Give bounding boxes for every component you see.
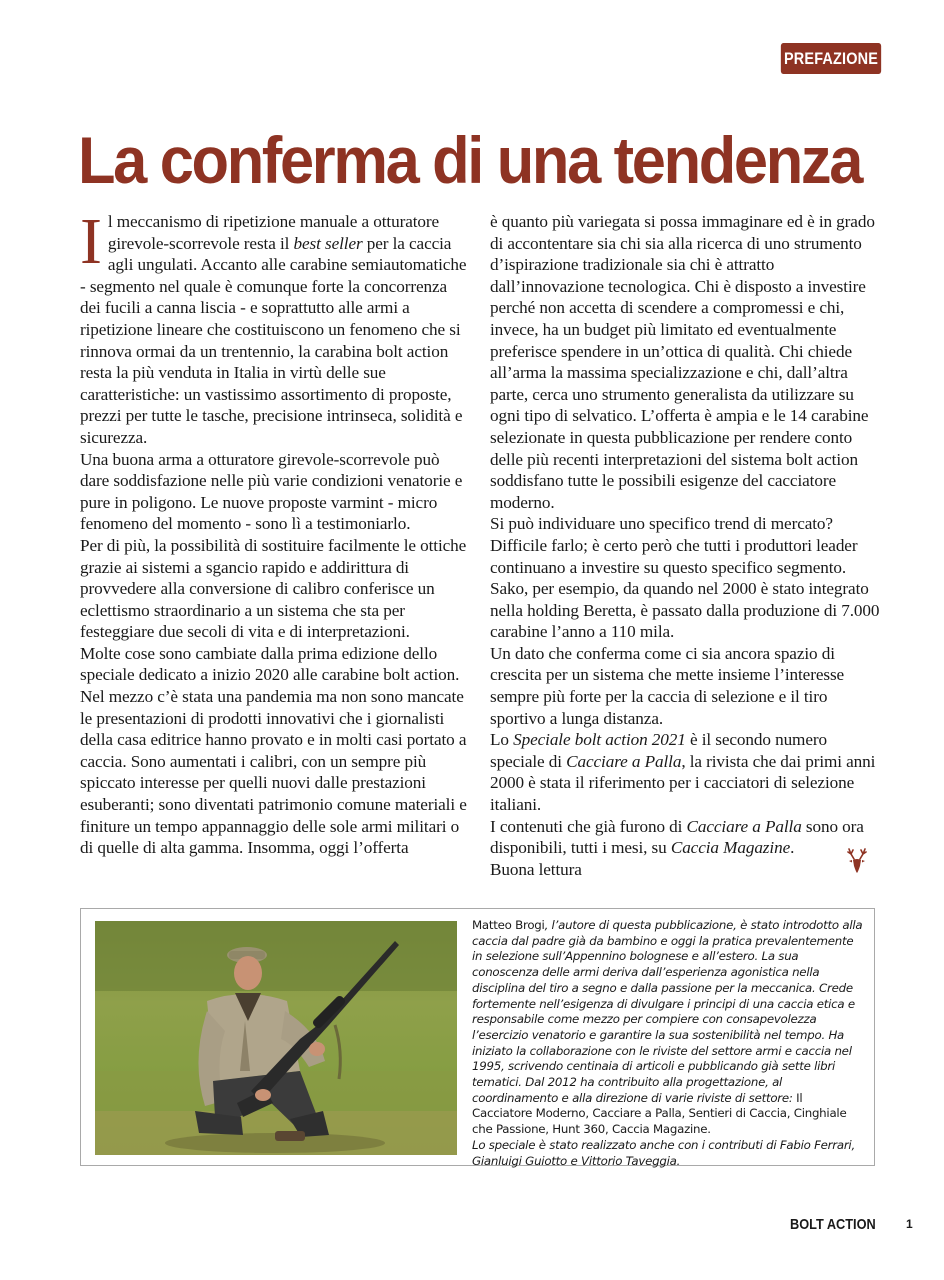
dropcap: I bbox=[80, 205, 102, 278]
paragraph-intro bbox=[80, 205, 470, 449]
footer-title: BOLT ACTION bbox=[790, 1216, 876, 1233]
emphasis-text: Speciale bolt action 2021 bbox=[513, 730, 686, 750]
paragraph: Si può individuare uno specifico trend di mercato? Difficile farlo; è certo però che tutti i produttori leader continuano a investire su questo specifico segmento. Sako, per esempio, da quando nel 2000 è stato integrato nella holding Beretta, è passato dalla produzione di 7.000 carabine l’anno a 110 mila. bbox=[490, 514, 880, 642]
signoff: Buona lettura bbox=[490, 859, 582, 879]
emphasis-text: best seller bbox=[293, 233, 363, 253]
paragraph-text: sono ora disponibili, tutti i mesi, su bbox=[490, 816, 864, 858]
article-column-right bbox=[490, 211, 880, 880]
page-number: 1 bbox=[906, 1217, 913, 1231]
deer-head-icon bbox=[846, 848, 868, 874]
paragraph: Una buona arma a otturatore girevole-scorrevole può dare soddisfazione nelle più varie condizioni venatorie e pure in poligono. Le nuove proposte varmint - micro fenomeno del momento - sono lì a testimoniarlo. bbox=[80, 449, 463, 534]
paragraph: Un dato che conferma come ci sia ancora spazio di crescita per un sistema che mette insieme l’interesse sempre più forte per la caccia di selezione e il tiro sportivo a lunga distanza. bbox=[490, 643, 845, 728]
bio-credits: Lo speciale è stato realizzato anche con i contributi di Fabio Ferrari, Gianluigi Guiotto e Vittorio Taveggia. bbox=[472, 1137, 855, 1168]
paragraph bbox=[490, 816, 880, 859]
paragraph: Per di più, la possibilità di sostituire facilmente le ottiche grazie ai sistemi a sgancio rapido e addirittura di provvedere alla conversione di calibro conferisce un eclettismo straordinario a un sistema che sta per festeggiare due secoli di vita e di interpretazioni. bbox=[80, 535, 467, 642]
paragraph bbox=[490, 729, 880, 815]
paragraph: Molte cose sono cambiate dalla prima edizione dello speciale dedicato a inizio 2020 alle carabine bolt action. Nel mezzo c’è stata una pandemia ma non sono mancate le presentazioni di prodotti innovativi che i giornalisti della casa editrice hanno provato e in molti casi portato a caccia. Sono aumentati i calibri, con un sempre più spiccato interesse per quelli nuovi dalle prestazioni esuberanti; sono diventati patrimonio comune materiali e finiture un tempo appannaggio delle sole armi militari o di quelle di alta gamma. Insomma, oggi l’offerta bbox=[80, 643, 467, 858]
paragraph-text: . bbox=[790, 838, 795, 858]
paragraph-text: Lo bbox=[490, 730, 514, 750]
article-column-left bbox=[80, 205, 470, 859]
paragraph-text: , la rivista che dai primi anni 2000 è stata il riferimento per i cacciatori di selezione italiani. bbox=[490, 751, 876, 815]
author-name: Matteo Brogi bbox=[472, 918, 545, 932]
author-bio bbox=[472, 918, 864, 1169]
emphasis-text: Cacciare a Palla bbox=[566, 751, 682, 771]
bio-magazines: Il Cacciatore Moderno, Cacciare a Palla, Sentieri di Caccia, Cinghiale che Passione, Hunt 360, Caccia Magazine. bbox=[472, 1090, 847, 1137]
paragraph-text: l meccanismo di ripetizione manuale a otturatore girevole-scorrevole resta il bbox=[107, 212, 440, 253]
page-title: La conferma di una tendenza bbox=[78, 123, 862, 197]
emphasis-text: Cacciare a Palla bbox=[686, 816, 802, 836]
emphasis-text: Caccia Magazine bbox=[670, 838, 791, 858]
paragraph-text: per la caccia agli ungulati. Accanto alle carabine semiautomatiche - segmento nel quale è comunque forte la concorrenza dei fucili a canna liscia - e soprattutto alle armi a ripetizione lineare che costituiscono un fenomeno che si rinnova ormai da un trentennio, la carabina bolt action resta la più venduta in Italia in virtù delle sue caratteristiche: un vastissimo assortimento di proposte, prezzi per tutte le tasche, precisione intrinseca, solidità e sicurezza. bbox=[80, 233, 467, 447]
section-tag: PREFAZIONE bbox=[781, 43, 881, 74]
paragraph-text: I contenuti che già furono di bbox=[490, 816, 687, 836]
paragraph-text: è il secondo numero speciale di bbox=[490, 730, 827, 771]
bio-text: , l’autore di questa pubblicazione, è stato introdotto alla caccia dal padre già da bambino e oggi la pratica prevalentemente in selezione sull’Appennino bolognese e all’estero. La sua conoscenza delle armi deriva dall’esperienza agonistica nella disciplina del tiro a segno e dalla passione per la meccanica. Crede fortemente nell’esigenza di divulgare i principi di una caccia etica e responsabile come mezzo per compiere con consapevolezza l’esercizio venatorio e garantire la sua sostenibilità nel tempo. Ha iniziato la collaborazione con le riviste del settore armi e caccia nel 1995, scrivendo centinaia di articoli e pubblicando già sette libri tematici. Dal 2012 ha contribuito alla progettazione, al coordinamento e alla direzione di varie riviste di settore: bbox=[472, 918, 863, 1105]
signoff-row bbox=[490, 859, 880, 881]
paragraph: è quanto più variegata si possa immaginare ed è in grado di accontentare sia chi sia alla ricerca di uno strumento d’ispirazione tradizionale sia chi è attratto dall’innovazione tecnologica. Chi è disposto a investire perché non accetta di scendere a compromessi e chi, invece, ha un budget più limitato ed eventualmente preferisce spendere in un’ottica di qualità. Chi chiede all’arma la massima specializzazione e chi, dall’altra parte, cerca uno strumento generalista da utilizzare su ogni tipo di selvatico. L’offerta è ampia e le 14 carabine selezionate in questa pubblicazione per rendere conto delle più recenti interpretazioni del sistema bolt action soddisfano tutte le possibili esigenze del cacciatore moderno. bbox=[490, 212, 875, 512]
author-photo bbox=[95, 921, 457, 1155]
